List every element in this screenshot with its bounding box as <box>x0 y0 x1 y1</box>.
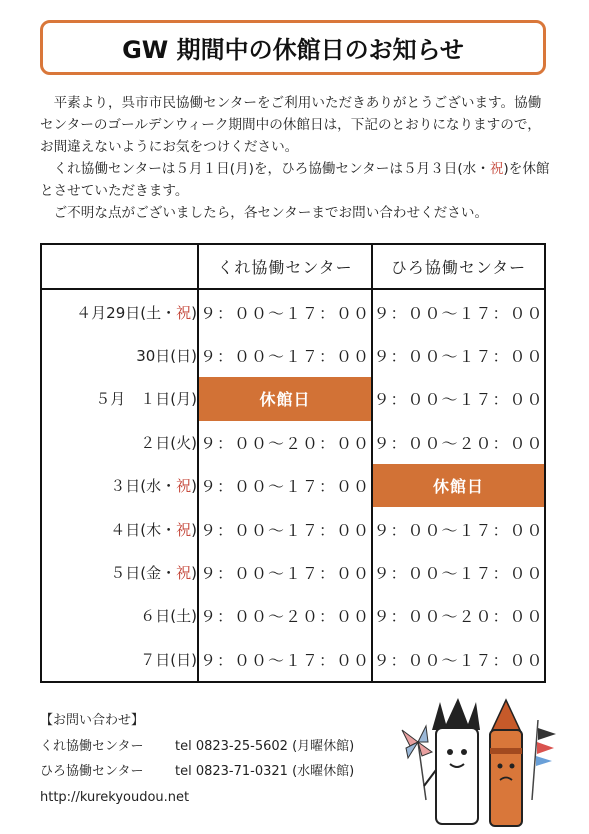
holiday-mark: 祝 <box>176 477 192 496</box>
holiday-mark: 祝 <box>489 161 504 177</box>
hiro-hours-cell: ９：００〜２０：００ <box>372 421 545 464</box>
kure-hours-cell: ９：００〜１７：００ <box>198 638 372 682</box>
intro-text <box>40 92 552 224</box>
table-row <box>41 421 545 464</box>
date-text: ４月29日(土・ <box>76 303 177 322</box>
date-cell <box>41 334 198 377</box>
intro-paragraph-3: ご不明な点がございましたら，各センターまでお問い合わせください。 <box>53 205 489 221</box>
date-text: ６日(土) <box>140 607 197 626</box>
hiro-hours-cell: 休館日 <box>372 464 545 507</box>
date-text: ４日(木・ <box>110 520 177 539</box>
hiro-hours-cell: ９：００〜１７：００ <box>372 551 545 594</box>
title-text: GW 期間中の休館日のお知らせ <box>122 36 464 64</box>
kure-hours-cell: ９：００〜１７：００ <box>198 334 372 377</box>
intro-p2-start: くれ協働センターは５月１日(月)を，ひろ協働センターは５月３日(水・ <box>53 161 490 177</box>
hiro-hours-cell: ９：００〜１７：００ <box>372 377 545 420</box>
holiday-mark: 祝 <box>176 303 192 322</box>
schedule-table <box>40 243 546 683</box>
website-link[interactable]: http://kurekyoudou.net <box>40 789 190 805</box>
hiro-hours-cell: ９：００〜１７：００ <box>372 507 545 550</box>
date-text: ７日(日) <box>140 650 197 669</box>
date-text: ２日(火) <box>140 433 197 452</box>
table-row <box>41 334 545 377</box>
date-close-paren: ) <box>191 520 197 539</box>
date-text: ５月 １日(月) <box>95 390 197 409</box>
contact-kure <box>40 734 354 760</box>
hiro-tel: tel 0823-71-0321 (水曜休館) <box>175 764 355 779</box>
date-cell <box>41 551 198 594</box>
kure-hours-cell: ９：００〜２０：００ <box>198 594 372 637</box>
table-row <box>41 507 545 550</box>
date-cell <box>41 377 198 420</box>
hiro-hours-cell: ９：００〜１７：００ <box>372 289 545 333</box>
intro-p2-end: )を休館とさせていただきます。 <box>40 161 550 199</box>
table-row <box>41 638 545 682</box>
kure-hours-cell: ９：００〜１７：００ <box>198 551 372 594</box>
date-cell <box>41 464 198 507</box>
hiro-hours-cell: ９：００〜１７：００ <box>372 638 545 682</box>
contact-info <box>40 708 354 810</box>
date-text: ３日(水・ <box>110 477 177 496</box>
table-row <box>41 551 545 594</box>
date-cell <box>41 594 198 637</box>
date-close-paren: ) <box>191 477 197 496</box>
header-blank <box>41 244 198 289</box>
date-cell <box>41 638 198 682</box>
header-hiro: ひろ協働センター <box>372 244 545 289</box>
date-text: 30日(日) <box>136 346 197 365</box>
kure-hours-cell: 休館日 <box>198 377 372 420</box>
date-text: ５日(金・ <box>110 563 177 582</box>
mascot-illustration <box>388 690 558 830</box>
hiro-name: ひろ協働センター <box>40 764 144 779</box>
table-header-row <box>41 244 545 289</box>
notice-title <box>40 20 546 75</box>
kure-name: くれ協働センター <box>40 738 144 754</box>
kure-hours-cell: ９：００〜１７：００ <box>198 507 372 550</box>
holiday-mark: 祝 <box>176 520 192 539</box>
table-row <box>41 594 545 637</box>
kure-tel: tel 0823-25-5602 (月曜休館) <box>175 738 355 754</box>
date-cell <box>41 289 198 333</box>
contact-hiro <box>40 759 354 785</box>
table-row <box>41 464 545 507</box>
intro-paragraph-1: 平素より，呉市市民協働センターをご利用いただきありがとうございます。協働センターのゴールデンウィーク期間中の休館日は，下記のとおりになりますので，お間違えないようにお気をつけください。 <box>40 95 542 155</box>
kure-hours-cell: ９：００〜２０：００ <box>198 421 372 464</box>
hiro-hours-cell: ９：００〜１７：００ <box>372 334 545 377</box>
date-cell <box>41 507 198 550</box>
holiday-mark: 祝 <box>176 563 192 582</box>
header-kure: くれ協働センター <box>198 244 372 289</box>
date-close-paren: ) <box>191 303 197 322</box>
table-row <box>41 289 545 333</box>
table-row <box>41 377 545 420</box>
orange-mascot <box>490 700 522 826</box>
kure-hours-cell: ９：００〜１７：００ <box>198 464 372 507</box>
white-mascot <box>424 698 480 824</box>
intro-paragraph-2 <box>40 158 552 202</box>
date-cell <box>41 421 198 464</box>
hiro-hours-cell: ９：００〜２０：００ <box>372 594 545 637</box>
kure-hours-cell: ９：００〜１７：００ <box>198 289 372 333</box>
pinwheel-icon <box>402 726 432 800</box>
koinobori-icon <box>532 720 556 800</box>
contact-heading: 【お問い合わせ】 <box>40 713 145 728</box>
date-close-paren: ) <box>191 563 197 582</box>
